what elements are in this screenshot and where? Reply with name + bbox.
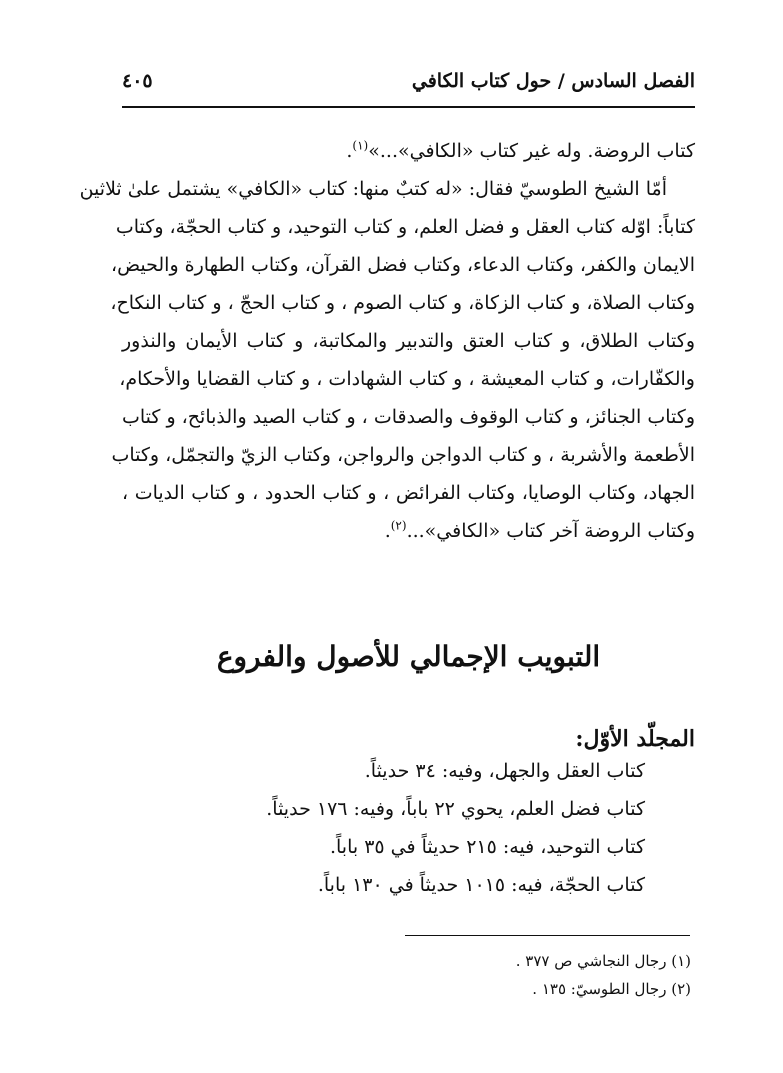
volume-item: كتاب التوحيد، فيه: ٢١٥ حديثاً في ٣٥ باباً. xyxy=(329,836,645,858)
section-heading: التبويب الإجمالي للأصول والفروع xyxy=(216,640,601,673)
volume-title: المجلّد الأوّل: xyxy=(575,726,695,752)
footnote-ref: (١) xyxy=(352,138,369,153)
body-line: والكفّارات، و كتاب المعيشة ، و كتاب الشهادات ، و كتاب القضايا والأحكام، xyxy=(119,368,695,390)
footnote-rule xyxy=(405,935,690,936)
body-line: الجهاد، وكتاب الوصايا، وكتاب الفرائض ، و كتاب الحدود ، و كتاب الديات ، xyxy=(122,482,695,504)
body-line: وكتاب الجنائز، و كتاب الوقوف والصدقات ، و كتاب الصيد والذبائح، و كتاب xyxy=(121,406,695,428)
body-line: وكتاب الروضة آخر كتاب «الكافي»...$^{(٢)}$. xyxy=(384,518,695,542)
footnote: (١) رجال النجاشي ص ٣٧٧ . xyxy=(515,952,691,970)
volume-item: كتاب فضل العلم، يحوي ٢٢ باباً، وفيه: ١٧٦ حديثاً. xyxy=(266,798,645,820)
body-line: أمّا الشيخ الطوسيّ فقال: «له كتبٌ منها: كتاب «الكافي» يشتمل علىٰ ثلاثين xyxy=(79,178,667,200)
page-number: ٤٠٥ xyxy=(122,70,153,92)
body-line: الأطعمة والأشربة ، و كتاب الدواجن والرواجن، وكتاب الزيّ والتجمّل، وكتاب xyxy=(111,444,695,466)
running-title: الفصل السادس / حول كتاب الكافي xyxy=(411,70,695,92)
footnote-ref: (٢) xyxy=(390,518,407,533)
body-line: وكتاب الصلاة، و كتاب الزكاة، و كتاب الصوم ، و كتاب الحجّ ، و كتاب النكاح، xyxy=(110,292,695,314)
body-line: الايمان والكفر، وكتاب الدعاء، وكتاب فضل القرآن، وكتاب الطهارة والحيض، xyxy=(110,254,695,276)
footnote: (٢) رجال الطوسيّ: ١٣٥ . xyxy=(532,980,691,998)
body-line: وكتاب الطلاق، و كتاب العتق والتدبير والمكاتبة، و كتاب الأيمان والنذور xyxy=(122,330,695,352)
body-line: كتاباً: اوّله كتاب العقل و فضل العلم، و كتاب التوحيد، و كتاب الحجّة، وكتاب xyxy=(115,216,695,238)
running-header xyxy=(122,70,695,100)
body-line: كتاب الروضة. وله غير كتاب «الكافي»...»$^{(١)}$. xyxy=(346,138,695,162)
body-text xyxy=(79,132,695,550)
header-rule xyxy=(122,106,695,108)
volume-item: كتاب الحجّة، فيه: ١٠١٥ حديثاً في ١٣٠ باباً. xyxy=(317,874,645,896)
volume-item: كتاب العقل والجهل، وفيه: ٣٤ حديثاً. xyxy=(364,760,645,782)
